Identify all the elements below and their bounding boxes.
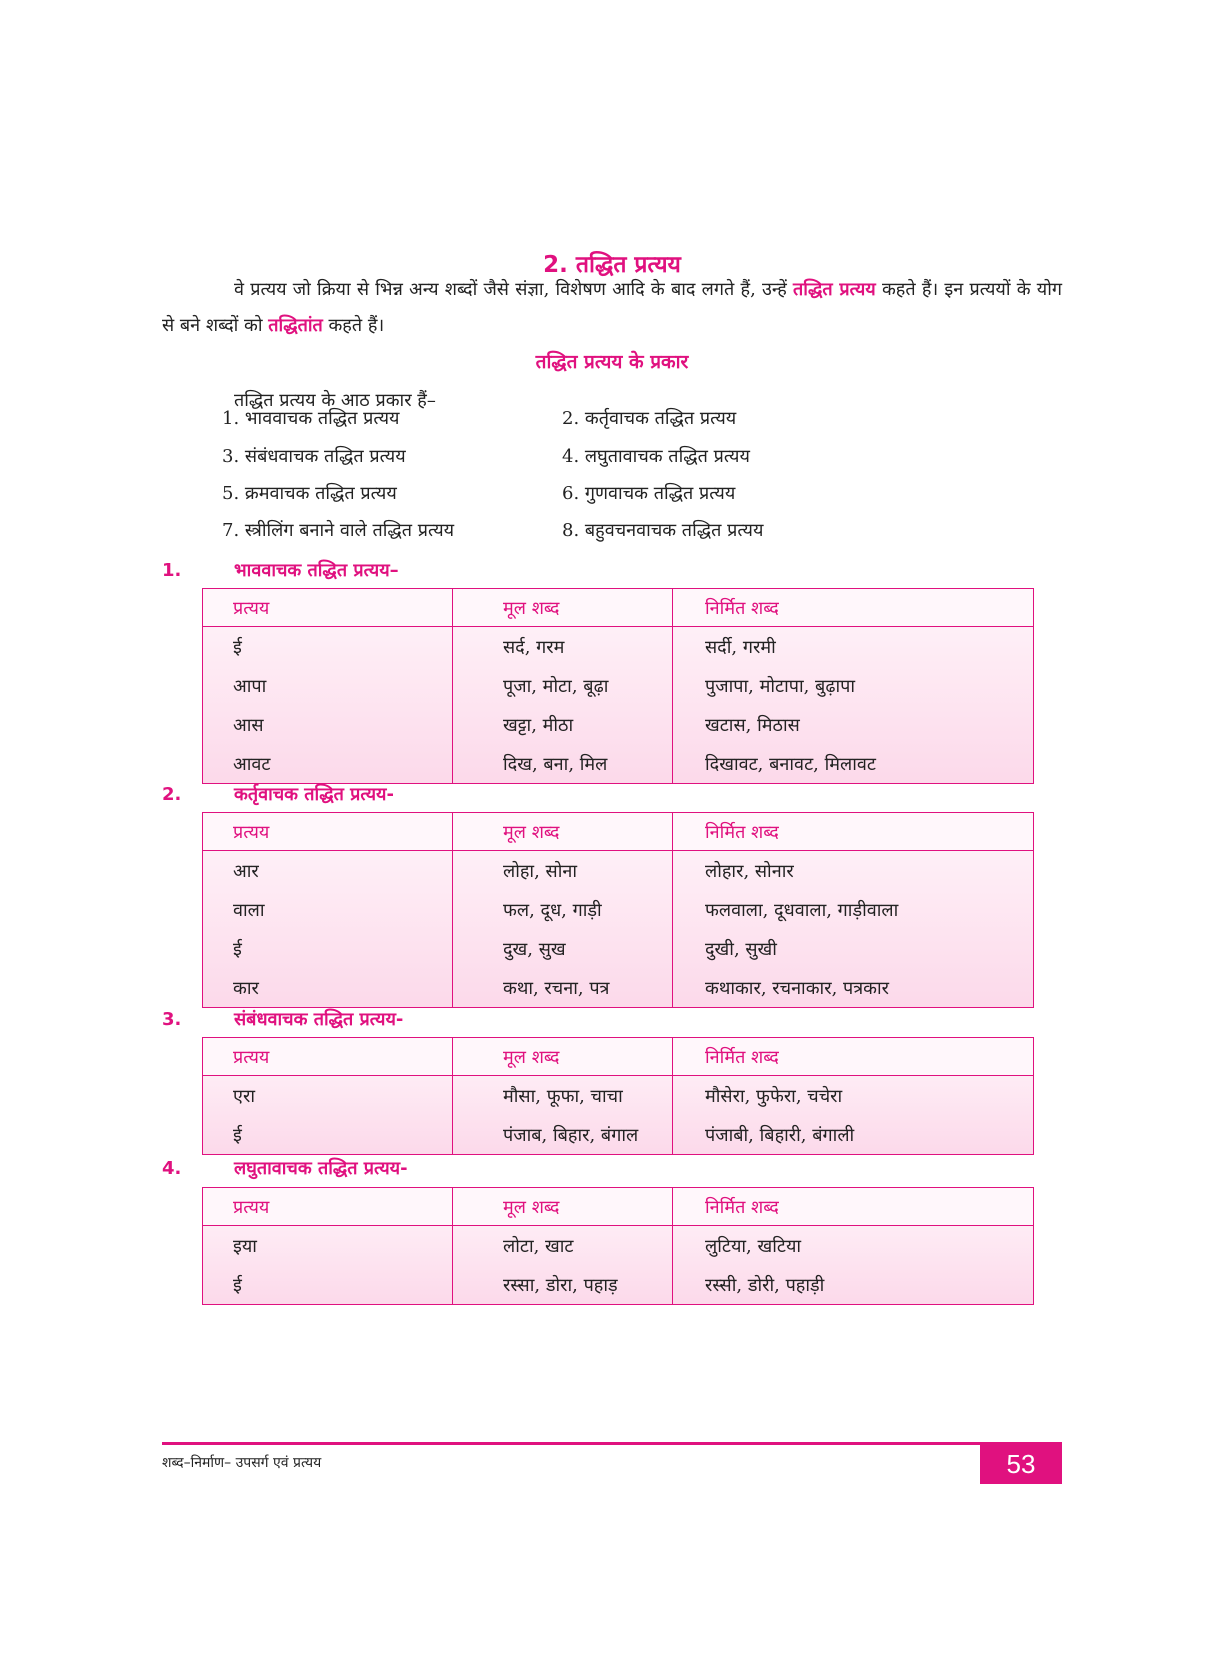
cell-root-word: पूजा, मोटा, बूढ़ा — [453, 666, 673, 705]
type-item: 8. बहुवचनवाचक तद्धित प्रत्यय — [562, 520, 764, 541]
section-title: कर्तृवाचक तद्धित प्रत्यय- — [234, 784, 394, 805]
cell-root-word: दुख, सुख — [453, 929, 673, 968]
section-number: 1. — [162, 560, 182, 581]
cell-suffix: एरा — [203, 1076, 453, 1116]
cell-suffix: कार — [203, 968, 453, 1008]
cell-derived-word: लोहार, सोनार — [705, 860, 794, 882]
table-row — [203, 890, 1034, 929]
column-header-suffix: प्रत्यय — [203, 1038, 453, 1076]
cell-root-word: पंजाब, बिहार, बंगाल — [453, 1115, 673, 1155]
section-number: 2. — [162, 784, 182, 805]
column-header-root-word: मूल शब्द — [453, 813, 673, 851]
table-header-row — [203, 1188, 1034, 1226]
section-heading — [162, 1156, 408, 1180]
cell-suffix: आर — [203, 851, 453, 891]
type-item: 3. संबंधवाचक तद्धित प्रत्यय — [222, 446, 406, 467]
table-row — [203, 627, 1034, 667]
cell-derived-word: मौसेरा, फुफेरा, चचेरा — [705, 1085, 843, 1107]
intro-paragraph — [162, 272, 1062, 344]
page-title: 2. तद्धित प्रत्यय — [543, 252, 681, 279]
type-item: 6. गुणवाचक तद्धित प्रत्यय — [562, 483, 736, 504]
cell-suffix: आपा — [203, 666, 453, 705]
cell-root-word: लोहा, सोना — [453, 851, 673, 891]
cell-derived-word: कथाकार, रचनाकार, पत्रकार — [705, 977, 890, 999]
page-number: 53 — [980, 1444, 1062, 1484]
cell-derived-word: पंजाबी, बिहारी, बंगाली — [705, 1124, 855, 1146]
table-header-row — [203, 589, 1034, 627]
cell-root-word: लोटा, खाट — [453, 1226, 673, 1266]
cell-derived-word: रस्सी, डोरी, पहाड़ी — [705, 1274, 825, 1296]
cell-derived-word: पुजापा, मोटापा, बुढ़ापा — [705, 675, 856, 697]
suffix-table — [202, 812, 1034, 1008]
type-item: 1. भाववाचक तद्धित प्रत्यय — [222, 408, 400, 429]
column-header-derived-word: निर्मित शब्द — [673, 1038, 1034, 1076]
intro-text-3: कहते हैं। — [322, 315, 385, 336]
table-row — [203, 851, 1034, 891]
cell-suffix: आवट — [203, 744, 453, 784]
cell-suffix: आस — [203, 705, 453, 744]
cell-root-word: फल, दूध, गाड़ी — [453, 890, 673, 929]
suffix-table — [202, 1187, 1034, 1305]
types-heading: तद्धित प्रत्यय के प्रकार — [535, 351, 689, 373]
cell-root-word: दिख, बना, मिल — [453, 744, 673, 784]
cell-root-word: मौसा, फूफा, चाचा — [453, 1076, 673, 1116]
table-row — [203, 1076, 1034, 1116]
suffix-table — [202, 1037, 1034, 1155]
type-item: 5. क्रमवाचक तद्धित प्रत्यय — [222, 483, 397, 504]
types-intro: तद्धित प्रत्यय के आठ प्रकार हैं– — [234, 390, 436, 411]
cell-derived-word: दुखी, सुखी — [705, 938, 777, 960]
column-header-root-word: मूल शब्द — [453, 1038, 673, 1076]
cell-derived-word: सर्दी, गरमी — [705, 636, 776, 658]
intro-term-tadhhit: तद्धित प्रत्यय — [793, 279, 876, 300]
section-heading — [162, 782, 394, 806]
footer-divider — [162, 1442, 1062, 1445]
column-header-suffix: प्रत्यय — [203, 1188, 453, 1226]
column-header-root-word: मूल शब्द — [453, 589, 673, 627]
cell-suffix: ई — [203, 1265, 453, 1305]
type-item: 2. कर्तृवाचक तद्धित प्रत्यय — [562, 408, 737, 429]
table-row — [203, 666, 1034, 705]
section-number: 4. — [162, 1158, 182, 1179]
cell-root-word: कथा, रचना, पत्र — [453, 968, 673, 1008]
intro-term-tadhhitant: तद्धितांत — [268, 315, 323, 336]
intro-text-1: वे प्रत्यय जो क्रिया से भिन्न अन्य शब्दों जैसे संज्ञा, विशेषण आदि के बाद लगते हैं, उन्हें — [234, 279, 794, 300]
cell-root-word: खट्टा, मीठा — [453, 705, 673, 744]
table-row — [203, 929, 1034, 968]
suffix-table — [202, 588, 1034, 784]
column-header-suffix: प्रत्यय — [203, 589, 453, 627]
column-header-suffix: प्रत्यय — [203, 813, 453, 851]
table-header-row — [203, 1038, 1034, 1076]
column-header-derived-word: निर्मित शब्द — [673, 1188, 1034, 1226]
cell-suffix: वाला — [203, 890, 453, 929]
cell-derived-word: लुटिया, खटिया — [705, 1235, 802, 1257]
cell-derived-word: फलवाला, दूधवाला, गाड़ीवाला — [705, 899, 899, 921]
table-row — [203, 1226, 1034, 1266]
table-row — [203, 968, 1034, 1008]
cell-derived-word: दिखावट, बनावट, मिलावट — [705, 753, 876, 775]
section-number: 3. — [162, 1009, 182, 1030]
cell-suffix: ई — [203, 1115, 453, 1155]
intro-text-2: कहते हैं। इन प्रत्ययों के योग से बने शब्दों को — [162, 279, 1062, 336]
section-title: लघुतावाचक तद्धित प्रत्यय- — [234, 1158, 408, 1179]
type-item: 7. स्त्रीलिंग बनाने वाले तद्धित प्रत्यय — [222, 520, 455, 541]
table-row — [203, 1265, 1034, 1305]
column-header-root-word: मूल शब्द — [453, 1188, 673, 1226]
section-heading — [162, 1007, 403, 1031]
table-row — [203, 705, 1034, 744]
section-title: भाववाचक तद्धित प्रत्यय– — [234, 560, 399, 581]
column-header-derived-word: निर्मित शब्द — [673, 813, 1034, 851]
cell-suffix: इया — [203, 1226, 453, 1266]
section-title: संबंधवाचक तद्धित प्रत्यय- — [234, 1009, 404, 1030]
cell-suffix: ई — [203, 929, 453, 968]
type-item: 4. लघुतावाचक तद्धित प्रत्यय — [562, 446, 750, 467]
cell-root-word: रस्सा, डोरा, पहाड़ — [453, 1265, 673, 1305]
table-row — [203, 1115, 1034, 1155]
cell-derived-word: खटास, मिठास — [705, 714, 800, 736]
cell-root-word: सर्द, गरम — [453, 627, 673, 667]
table-header-row — [203, 813, 1034, 851]
cell-suffix: ई — [203, 627, 453, 667]
footer-chapter-title: शब्द–निर्माण– उपसर्ग एवं प्रत्यय — [162, 1455, 322, 1471]
table-row — [203, 744, 1034, 784]
column-header-derived-word: निर्मित शब्द — [673, 589, 1034, 627]
section-heading — [162, 558, 399, 582]
